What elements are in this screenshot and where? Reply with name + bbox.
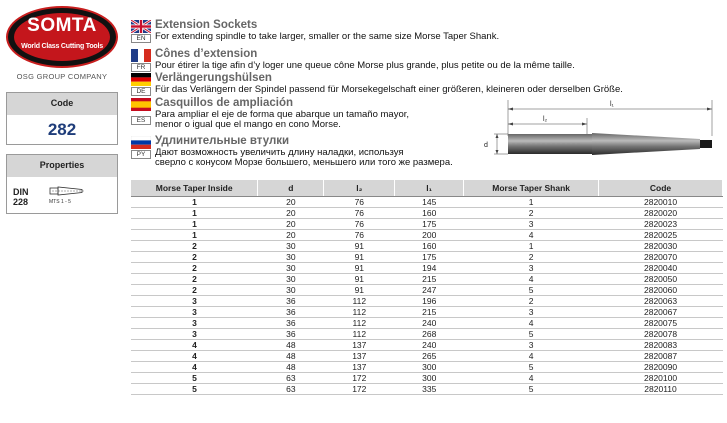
cell-taper-inside: 2 [131, 251, 258, 262]
cell-taper-inside: 1 [131, 196, 258, 207]
uk-flag-icon [131, 20, 151, 33]
cell-taper-shank: 5 [464, 284, 599, 295]
cell-d: 36 [258, 306, 324, 317]
cell-taper-inside: 2 [131, 284, 258, 295]
cell-d: 63 [258, 372, 324, 383]
cell-taper-shank: 3 [464, 339, 599, 350]
cell-d: 63 [258, 383, 324, 394]
cell-l1: 300 [395, 361, 464, 372]
properties-box [6, 154, 118, 214]
l1-label: l₁ [610, 101, 614, 108]
cell-code: 2820090 [599, 361, 723, 372]
cell-l2: 172 [324, 383, 395, 394]
table-row [131, 306, 723, 317]
col-l2: l₂ [324, 180, 395, 196]
cell-l1: 215 [395, 306, 464, 317]
socket-shape-icon [49, 184, 85, 198]
cell-taper-shank: 4 [464, 273, 599, 284]
group-label: OSG GROUP COMPANY [16, 72, 108, 81]
cell-code: 2820078 [599, 328, 723, 339]
cell-l2: 137 [324, 361, 395, 372]
cell-l2: 91 [324, 284, 395, 295]
cell-l1: 240 [395, 339, 464, 350]
cell-code: 2820087 [599, 350, 723, 361]
cell-code: 2820040 [599, 262, 723, 273]
lang-code-es: ES [131, 116, 151, 125]
cell-taper-shank: 5 [464, 328, 599, 339]
cell-d: 30 [258, 284, 324, 295]
cell-l1: 160 [395, 240, 464, 251]
cell-l2: 76 [324, 229, 395, 240]
cell-d: 30 [258, 240, 324, 251]
cell-code: 2820075 [599, 317, 723, 328]
desc-es-line2: menor o igual que el mango en cono Morse. [155, 119, 341, 130]
cell-d: 48 [258, 350, 324, 361]
cell-l2: 76 [324, 218, 395, 229]
desc-ru-line2: сверло с конусом Морзе большего, меньшего или того же размера. [155, 157, 453, 168]
cell-l1: 200 [395, 229, 464, 240]
cell-d: 48 [258, 339, 324, 350]
col-code: Code [599, 180, 723, 196]
cell-l1: 265 [395, 350, 464, 361]
table-header-row [131, 180, 723, 196]
cell-taper-inside: 3 [131, 328, 258, 339]
cell-l1: 268 [395, 328, 464, 339]
cell-d: 30 [258, 251, 324, 262]
lang-code-ru: PY [131, 150, 151, 159]
desc-ru: Дают возможность увеличить длину наладки, используя [155, 147, 404, 158]
table-row [131, 251, 723, 262]
cell-d: 20 [258, 218, 324, 229]
somta-logo [6, 6, 118, 68]
cell-taper-shank: 5 [464, 383, 599, 394]
cell-d: 20 [258, 196, 324, 207]
cell-l2: 112 [324, 317, 395, 328]
cell-l2: 112 [324, 306, 395, 317]
code-box [6, 92, 118, 145]
lang-code-en: EN [131, 34, 151, 43]
cell-code: 2820070 [599, 251, 723, 262]
table-row [131, 383, 723, 394]
d-label: d [484, 142, 488, 149]
cell-l1: 175 [395, 251, 464, 262]
cell-taper-shank: 3 [464, 218, 599, 229]
cell-taper-inside: 1 [131, 207, 258, 218]
cell-taper-shank: 4 [464, 317, 599, 328]
cell-taper-inside: 2 [131, 240, 258, 251]
cell-l2: 76 [324, 196, 395, 207]
cell-taper-shank: 5 [464, 361, 599, 372]
code-value: 282 [47, 120, 77, 139]
cell-d: 20 [258, 207, 324, 218]
table-row [131, 240, 723, 251]
cell-l2: 91 [324, 240, 395, 251]
l2-label: l₂ [543, 116, 548, 123]
col-morse-taper-shank: Morse Taper Shank [464, 180, 599, 196]
table-row [131, 218, 723, 229]
desc-fr: Pour étirer la tige afin d’y loger une queue cône Morse plus grande, plus petite ou de la même taille. [155, 60, 575, 71]
cell-l2: 112 [324, 328, 395, 339]
din-number: 228 [13, 197, 29, 207]
cell-taper-shank: 2 [464, 295, 599, 306]
cell-l1: 300 [395, 372, 464, 383]
cell-taper-inside: 3 [131, 295, 258, 306]
table-row [131, 372, 723, 383]
cell-l1: 194 [395, 262, 464, 273]
cell-l1: 247 [395, 284, 464, 295]
col-morse-taper-inside: Morse Taper Inside [131, 180, 258, 196]
cell-taper-inside: 3 [131, 306, 258, 317]
product-table [131, 180, 723, 395]
cell-code: 2820010 [599, 196, 723, 207]
din-standard [13, 187, 29, 207]
cell-taper-shank: 1 [464, 196, 599, 207]
cell-l2: 91 [324, 251, 395, 262]
table-row [131, 328, 723, 339]
cell-d: 36 [258, 317, 324, 328]
din-label: DIN [13, 187, 29, 197]
cell-taper-shank: 4 [464, 350, 599, 361]
mts-range: MTS 1 - 5 [49, 199, 71, 205]
table-row [131, 361, 723, 372]
cell-code: 2820110 [599, 383, 723, 394]
title-es: Casquillos de ampliación [155, 97, 294, 109]
cell-d: 36 [258, 328, 324, 339]
cell-taper-inside: 2 [131, 273, 258, 284]
cell-l2: 172 [324, 372, 395, 383]
cell-code: 2820050 [599, 273, 723, 284]
cell-code: 2820060 [599, 284, 723, 295]
cell-l2: 137 [324, 350, 395, 361]
title-fr: Cônes d’extension [155, 48, 258, 60]
col-l1: l₁ [395, 180, 464, 196]
brand-tagline: World Class Cutting Tools [21, 43, 103, 50]
cell-taper-inside: 5 [131, 383, 258, 394]
germany-flag-icon [131, 73, 151, 86]
cell-taper-shank: 4 [464, 372, 599, 383]
table-row [131, 273, 723, 284]
cell-l1: 196 [395, 295, 464, 306]
table-row [131, 339, 723, 350]
title-de: Verlängerungshülsen [155, 72, 272, 84]
table-row [131, 196, 723, 207]
cell-taper-inside: 4 [131, 350, 258, 361]
cell-code: 2820063 [599, 295, 723, 306]
cell-l1: 335 [395, 383, 464, 394]
cell-d: 30 [258, 273, 324, 284]
cell-taper-shank: 3 [464, 306, 599, 317]
cell-taper-shank: 2 [464, 207, 599, 218]
cell-d: 20 [258, 229, 324, 240]
brand-name: SOMTA [27, 15, 97, 36]
cell-taper-shank: 2 [464, 251, 599, 262]
cell-l1: 145 [395, 196, 464, 207]
cell-code: 2820100 [599, 372, 723, 383]
cell-taper-inside: 4 [131, 339, 258, 350]
table-row [131, 317, 723, 328]
title-en: Extension Sockets [155, 19, 258, 31]
cell-code: 2820020 [599, 207, 723, 218]
cell-taper-inside: 3 [131, 317, 258, 328]
desc-es: Para ampliar el eje de forma que abarque un tamaño mayor, [155, 109, 410, 120]
table-row [131, 284, 723, 295]
cell-code: 2820023 [599, 218, 723, 229]
table-row [131, 229, 723, 240]
title-ru: Удлинительные втулки [155, 135, 290, 147]
russia-flag-icon [131, 136, 151, 149]
lang-code-fr: FR [131, 63, 151, 72]
table-row [131, 207, 723, 218]
france-flag-icon [131, 49, 151, 62]
cell-d: 36 [258, 295, 324, 306]
table-row [131, 295, 723, 306]
cell-taper-inside: 2 [131, 262, 258, 273]
cell-taper-inside: 1 [131, 218, 258, 229]
desc-de: Für das Verlängern der Spindel passend für Morsekegelschaft einer größeren, kleineren oder derselben Größe. [155, 84, 623, 95]
cell-l2: 76 [324, 207, 395, 218]
cell-taper-shank: 1 [464, 240, 599, 251]
spain-flag-icon [131, 98, 151, 111]
cell-d: 30 [258, 262, 324, 273]
cell-l1: 160 [395, 207, 464, 218]
table-row [131, 350, 723, 361]
col-d: d [258, 180, 324, 196]
cell-code: 2820025 [599, 229, 723, 240]
cell-d: 48 [258, 361, 324, 372]
table-row [131, 262, 723, 273]
cell-l2: 91 [324, 273, 395, 284]
extension-socket-drawing [480, 96, 720, 164]
cell-taper-inside: 1 [131, 229, 258, 240]
cell-l1: 240 [395, 317, 464, 328]
cell-code: 2820030 [599, 240, 723, 251]
cell-code: 2820067 [599, 306, 723, 317]
cell-code: 2820083 [599, 339, 723, 350]
cell-taper-inside: 5 [131, 372, 258, 383]
cell-taper-shank: 4 [464, 229, 599, 240]
cell-taper-inside: 4 [131, 361, 258, 372]
cell-taper-shank: 3 [464, 262, 599, 273]
cell-l1: 175 [395, 218, 464, 229]
properties-header: Properties [7, 155, 117, 177]
cell-l1: 215 [395, 273, 464, 284]
lang-code-de: DE [131, 87, 151, 96]
desc-en: For extending spindle to take larger, smaller or the same size Morse Taper Shank. [155, 31, 500, 42]
cell-l2: 91 [324, 262, 395, 273]
code-header: Code [7, 93, 117, 115]
cell-l2: 112 [324, 295, 395, 306]
cell-l2: 137 [324, 339, 395, 350]
